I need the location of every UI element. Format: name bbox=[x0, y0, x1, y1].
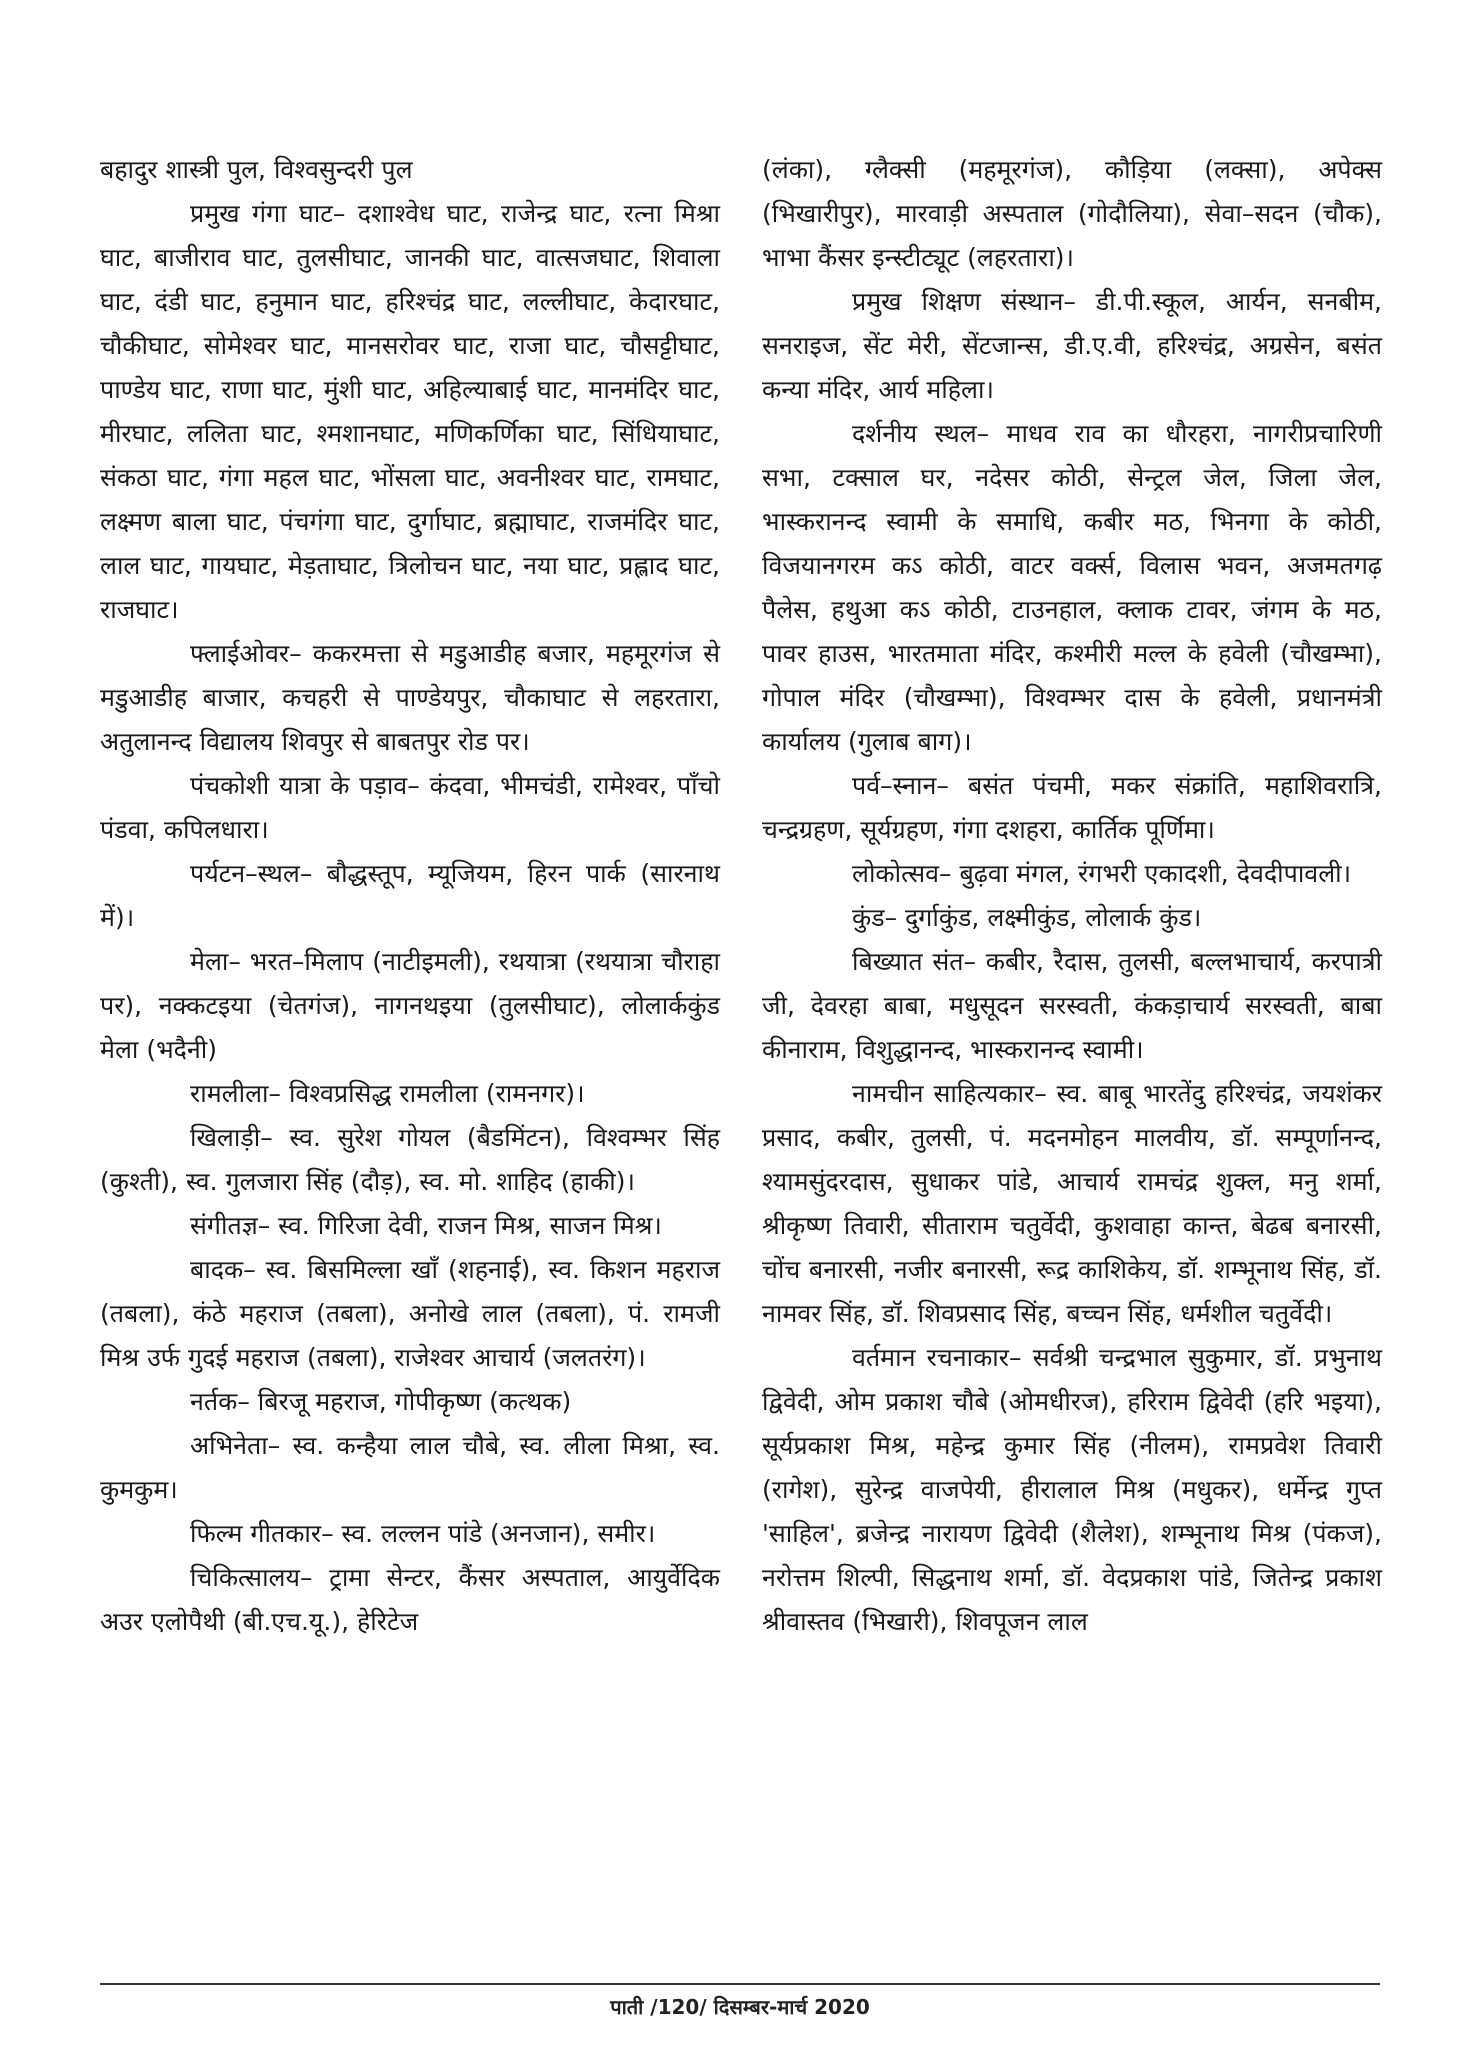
paragraph: लोकोत्सव– बुढ़वा मंगल, रंगभरी एकादशी, देवदीपावली। bbox=[852, 859, 1352, 888]
paragraph: फ्लाईओवर– ककरमत्ता से मडुआडीह बजार, महमूरगंज से मडुआडीह बाजार, कचहरी से पाण्डेयपुर, चौकाघाट से लहरतारा, अतुलानन्द विद्यालय शिवपुर से बाबतपुर रोड पर। bbox=[100, 639, 720, 756]
paragraph: कुंड– दुर्गाकुंड, लक्ष्मीकुंड, लोलार्क कुंड। bbox=[852, 903, 1202, 932]
paragraph: बादक– स्व. बिसमिल्ला खाँ (शहनाई), स्व. किशन महराज (तबला), कंठे महराज (तबला), अनोखे लाल (तबला), पं. रामजी मिश्र उर्फ गुदई महराज (तबला), राजेश्वर आचार्य (जलतरंग)। bbox=[100, 1255, 720, 1372]
paragraph: नर्तक– बिरजू महराज, गोपीकृष्ण (कत्थक) bbox=[190, 1387, 572, 1416]
paragraph: प्रमुख गंगा घाट– दशाश्वेध घाट, राजेन्द्र घाट, रत्ना मिश्रा घाट, बाजीराव घाट, तुलसीघाट, जानकी घाट, वात्सजघाट, शिवाला घाट, दंडी घाट, हनुमान घाट, हरिश्चंद्र घाट, लल्लीघाट, केदारघाट, चौकीघाट, सोमेश्वर घाट, मानसरोवर घाट, राजा घाट, चौसट्टीघाट, पाण्डेय घाट, राणा घाट, मुंशी घाट, अहिल्याबाई घाट, मानमंदिर घाट, मीरघाट, ललिता घाट, श्मशानघाट, मणिकर्णिका घाट, सिंधियाघाट, संकठा घाट, गंगा महल घाट, भोंसला घाट, अवनीश्वर घाट, रामघाट, लक्ष्मण बाला घाट, पंचगंगा घाट, दुर्गाघाट, ब्रह्माघाट, राजमंदिर घाट, लाल घाट, गायघाट, मेड़ताघाट, त्रिलोचन घाट, नया घाट, प्रह्लाद घाट, राजघाट। bbox=[100, 199, 720, 624]
right-column bbox=[762, 148, 1382, 1644]
left-column bbox=[100, 148, 720, 1644]
page-footer: पाती /120/ दिसम्बर-मार्च 2020 bbox=[610, 1995, 870, 2019]
paragraph: अभिनेता– स्व. कन्हैया लाल चौबे, स्व. लीला मिश्रा, स्व. कुमकुम। bbox=[100, 1431, 720, 1504]
paragraph: पर्व–स्नान– बसंत पंचमी, मकर संक्रांति, महाशिवरात्रि, चन्द्रग्रहण, सूर्यग्रहण, गंगा दशहरा, कार्तिक पूर्णिमा। bbox=[762, 771, 1382, 844]
paragraph: पंचकोशी यात्रा के पड़ाव– कंदवा, भीमचंडी, रामेश्वर, पाँचो पंडवा, कपिलधारा। bbox=[100, 771, 720, 844]
paragraph: नामचीन साहित्यकार– स्व. बाबू भारतेंदु हरिश्चंद्र, जयशंकर प्रसाद, कबीर, तुलसी, पं. मदनमोहन मालवीय, डॉ. सम्पूर्णानन्द, श्यामसुंदरदास, सुधाकर पांडे, आचार्य रामचंद्र शुक्ल, मनु शर्मा, श्रीकृष्ण तिवारी, सीताराम चतुर्वेदी, कुशवाहा कान्त, बेढब बनारसी, चोंच बनारसी, नजीर बनारसी, रूद्र काशिकेय, डॉ. शम्भूनाथ सिंह, डॉ. नामवर सिंह, डॉ. शिवप्रसाद सिंह, बच्चन सिंह, धर्मशील चतुर्वेदी। bbox=[762, 1079, 1382, 1328]
paragraph: फिल्म गीतकार– स्व. लल्लन पांडे (अनजान), समीर। bbox=[190, 1519, 656, 1548]
paragraph: बिख्यात संत– कबीर, रैदास, तुलसी, बल्लभाचार्य, करपात्री जी, देवरहा बाबा, मधुसूदन सरस्वती, कंकड़ाचार्य सरस्वती, बाबा कीनाराम, विशुद्धानन्द, भास्करानन्द स्वामी। bbox=[762, 947, 1382, 1064]
paragraph: खिलाड़ी– स्व. सुरेश गोयल (बैडमिंटन), विश्वम्भर सिंह (कुश्ती), स्व. गुलजारा सिंह (दौड़), स्व. मो. शाहिद (हाकी)। bbox=[100, 1123, 720, 1196]
paragraph: मेला– भरत–मिलाप (नाटीइमली), रथयात्रा (रथयात्रा चौराहा पर), नक्कटइया (चेतगंज), नागनथइया (तुलसीघाट), लोलार्ककुंड मेला (भदैनी) bbox=[100, 947, 720, 1064]
paragraph: (लंका), ग्लैक्सी (महमूरगंज), कौड़िया (लक्सा), अपेक्स (भिखारीपुर), मारवाड़ी अस्पताल (गोदौलिया), सेवा–सदन (चौक), भाभा कैंसर इन्स्टीट्यूट (लहरतारा)। bbox=[762, 155, 1382, 272]
paragraph: प्रमुख शिक्षण संस्थान– डी.पी.स्कूल, आर्यन, सनबीम, सनराइज, सेंट मेरी, सेंटजान्स, डी.ए.वी, हरिश्चंद्र, अग्रसेन, बसंत कन्या मंदिर, आर्य महिला। bbox=[762, 287, 1382, 404]
paragraph: चिकित्सालय– ट्रामा सेन्टर, कैंसर अस्पताल, आयुर्वेदिक अउर एलोपैथी (बी.एच.यू.), हेरिटेज bbox=[100, 1563, 720, 1636]
paragraph: संगीतज्ञ– स्व. गिरिजा देवी, राजन मिश्र, साजन मिश्र। bbox=[190, 1211, 662, 1240]
paragraph: रामलीला– विश्वप्रसिद्ध रामलीला (रामनगर)। bbox=[190, 1079, 585, 1108]
paragraph: दर्शनीय स्थल– माधव राव का धौरहरा, नागरीप्रचारिणी सभा, टक्साल घर, नदेसर कोठी, सेन्ट्रल जेल, जिला जेल, भास्करानन्द स्वामी के समाधि, कबीर मठ, भिनगा के कोठी, विजयानगरम कऽ कोठी, वाटर वर्क्स, विलास भवन, अजमतगढ़ पैलेस, हथुआ कऽ कोठी, टाउनहाल, क्लाक टावर, जंगम के मठ, पावर हाउस, भारतमाता मंदिर, कश्मीरी मल्ल के हवेली (चौखम्भा), गोपाल मंदिर (चौखम्भा), विश्वम्भर दास के हवेली, प्रधानमंत्री कार्यालय (गुलाब बाग)। bbox=[762, 419, 1382, 756]
footer-rule bbox=[100, 1983, 1380, 1985]
paragraph: पर्यटन–स्थल– बौद्धस्तूप, म्यूजियम, हिरन पार्क (सारनाथ में)। bbox=[100, 859, 720, 932]
paragraph: बहादुर शास्त्री पुल, विश्वसुन्दरी पुल bbox=[100, 155, 413, 184]
paragraph: वर्तमान रचनाकार– सर्वश्री चन्द्रभाल सुकुमार, डॉ. प्रभुनाथ द्विवेदी, ओम प्रकाश चौबे (ओमधीरज), हरिराम द्विवेदी (हरि भइया), सूर्यप्रकाश मिश्र, महेन्द्र कुमार सिंह (नीलम), रामप्रवेश तिवारी (रागेश), सुरेन्द्र वाजपेयी, हीरालाल मिश्र (मधुकर), धर्मेन्द्र गुप्त 'साहिल', ब्रजेन्द्र नारायण द्विवेदी (शैलेश), शम्भूनाथ मिश्र (पंकज), नरोत्तम शिल्पी, सिद्धनाथ शर्मा, डॉ. वेदप्रकाश पांडे, जितेन्द्र प्रकाश श्रीवास्तव (भिखारी), शिवपूजन लाल bbox=[762, 1343, 1382, 1636]
